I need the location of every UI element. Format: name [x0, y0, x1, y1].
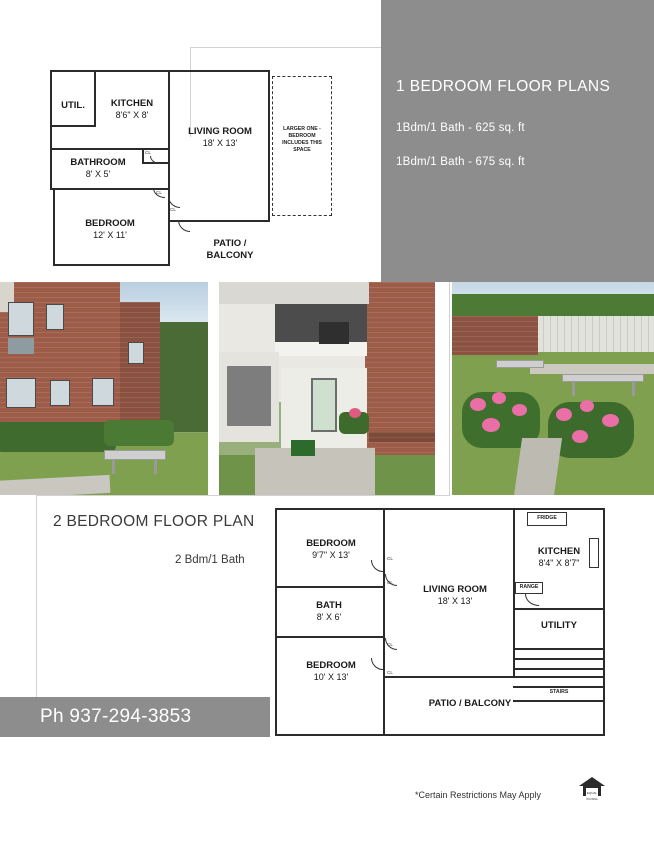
room-patio-balcony: PATIO / BALCONY — [206, 238, 254, 261]
closet-label-5: CL — [387, 580, 393, 585]
phone-number[interactable]: Ph 937-294-3853 — [40, 706, 192, 727]
one-bedroom-title: 1 BEDROOM FLOOR PLANS — [396, 78, 611, 95]
photo-lawn-picnic-area — [452, 282, 654, 495]
closet-label: CL — [145, 150, 151, 155]
photo-apartment-exterior-brick — [0, 282, 208, 495]
one-bedroom-plan-2: 1Bdm/1 Bath - 675 sq. ft — [396, 156, 525, 168]
one-bedroom-floorplan-drawing — [50, 70, 325, 270]
room-kitchen: KITCHEN 8'6" X 8' — [110, 98, 154, 120]
closet-label-2: CL — [156, 190, 162, 195]
two-bedroom-title: 2 BEDROOM FLOOR PLAN — [53, 513, 255, 530]
svg-text:HOUSING: HOUSING — [586, 798, 598, 801]
closet-label-7: CL — [387, 670, 393, 675]
picnic-table-near — [562, 374, 644, 382]
room-living: LIVING ROOM 18' X 13' — [188, 126, 252, 148]
guide-line-mid-horizontal — [36, 495, 450, 496]
closet-label-6: CL — [387, 642, 393, 647]
one-bedroom-info-panel — [381, 0, 654, 282]
restrictions-note: *Certain Restrictions May Apply — [415, 790, 542, 800]
picnic-table — [104, 450, 166, 460]
room-bedroom-2: BEDROOM 10' X 13' — [306, 660, 356, 682]
one-bedroom-plan-1: 1Bdm/1 Bath - 625 sq. ft — [396, 122, 525, 134]
room-bedroom-1: BEDROOM 9'7" X 13' — [306, 538, 356, 560]
room-patio-balcony-2: PATIO / BALCONY — [428, 698, 512, 709]
photo-strip — [0, 282, 654, 495]
room-living-2: LIVING ROOM 18' X 13' — [423, 584, 487, 606]
phone-banner[interactable] — [0, 697, 270, 737]
stairs-label: STAIRS — [549, 689, 569, 695]
room-bedroom: BEDROOM 12' X 11' — [85, 218, 135, 240]
two-bedroom-floorplan-drawing: FRIDGE RANGE STAIRS BEDROOM 9'7" X 13' BATH 8' X 6' BEDROOM 10' X 13' LIVING ROOM 18' X 13' KITCHEN 8'4" X 8'7" UTILITY PATIO / BALCONY CL CL CL CL — [275, 508, 615, 738]
picnic-table-far — [496, 360, 544, 368]
equal-housing-opportunity-icon — [577, 773, 607, 803]
room-bathroom: BATHROOM 8' X 5' — [70, 157, 126, 179]
closet-label-3: CL — [170, 207, 176, 212]
guide-line-mid-vertical — [36, 495, 37, 700]
closet-label-4: CL — [387, 556, 393, 561]
room-bath: BATH 8' X 6' — [316, 600, 342, 622]
larger-bedroom-note: LARGER ONE -BEDROOM INCLUDES THIS SPACE — [282, 126, 322, 154]
two-bedroom-subtitle: 2 Bdm/1 Bath — [175, 554, 245, 566]
room-util: UTIL. — [61, 100, 85, 111]
room-kitchen-2: KITCHEN 8'4" X 8'7" — [537, 546, 581, 568]
room-utility: UTILITY — [541, 620, 577, 631]
photo-apartment-entry-balcony — [219, 282, 435, 495]
svg-text:EQUAL: EQUAL — [586, 791, 598, 795]
